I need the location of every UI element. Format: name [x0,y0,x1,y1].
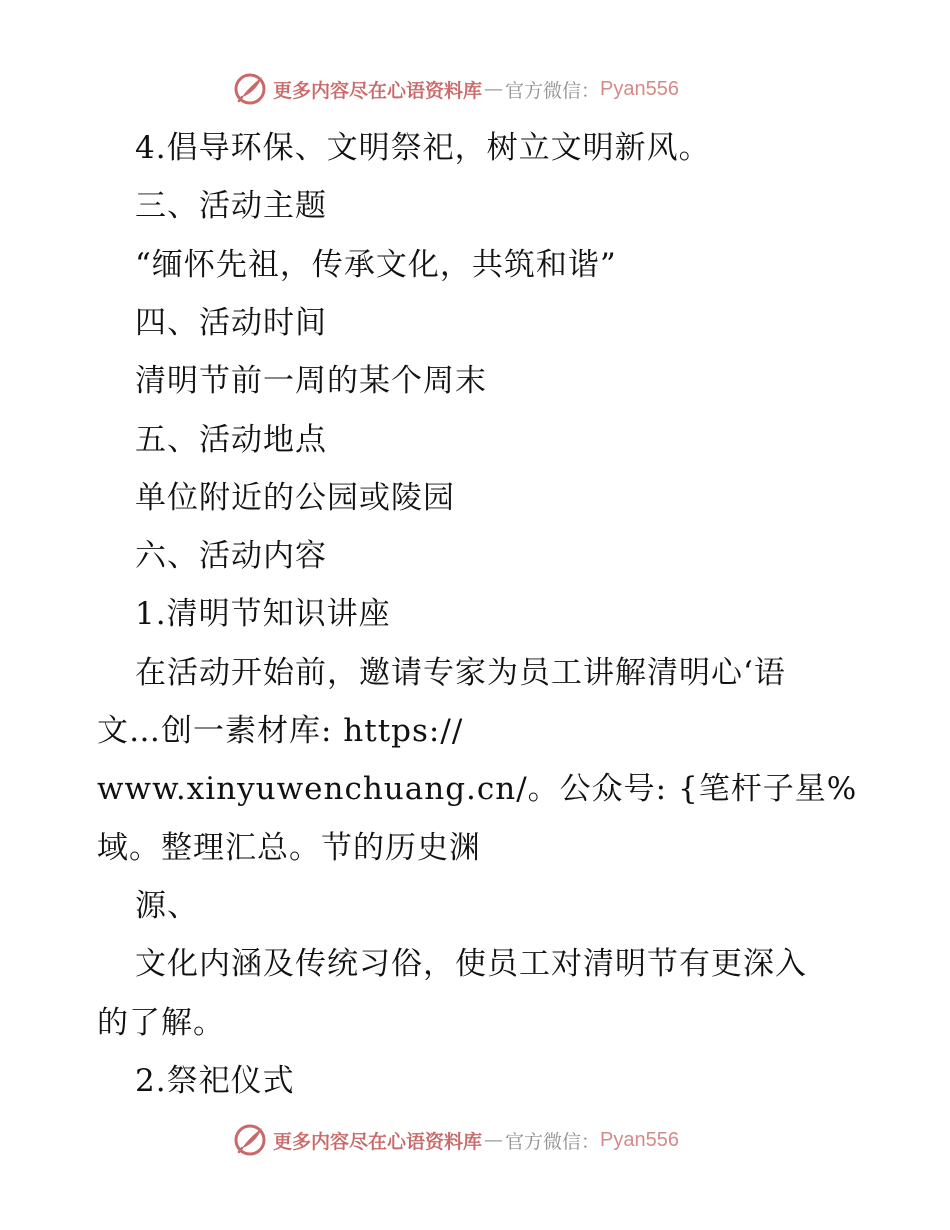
section-heading: 六、活动内容 [135,538,327,574]
subsection-heading: 1.清明节知识讲座 [135,596,391,632]
watermark-separator: — [484,78,504,100]
text-line: 域。整理汇总。节的历史渊 [97,830,481,866]
watermark-separator: — [484,1129,504,1151]
text-line: 在活动开始前，邀请专家为员工讲解清明心‘语 [135,655,786,691]
text-line: 4.倡导环保、文明祭祀，树立文明新风。 [135,130,711,166]
text-line: “缅怀先祖，传承文化，共筑和谐” [135,247,617,283]
quill-logo-icon [233,72,267,106]
text-line: 单位附近的公园或陵园 [135,480,455,516]
section-heading: 五、活动地点 [135,422,327,458]
section-heading: 三、活动主题 [135,188,327,224]
footer-watermark [233,1123,679,1157]
text-line: 文…创一素材库: https:// [97,713,464,749]
header-watermark [233,72,679,106]
watermark-label: 官方微信： [505,79,601,102]
watermark-label: 官方微信： [505,1130,601,1153]
quill-logo-icon [233,1123,267,1157]
watermark-wechat-id: Pyan556 [600,77,679,100]
section-heading: 四、活动时间 [135,305,327,341]
text-line: 清明节前一周的某个周末 [135,363,487,399]
watermark-brand: 更多内容尽在心语资料库 [273,79,483,102]
text-line: www.xinyuwenchuang.cn/。公众号: {笔杆子星% [97,771,858,807]
text-line: 文化内涵及传统习俗，使员工对清明节有更深入 [135,946,807,982]
watermark-brand: 更多内容尽在心语资料库 [273,1130,483,1153]
subsection-heading: 2.祭祀仪式 [135,1063,295,1099]
text-line: 源、 [135,888,199,924]
watermark-wechat-id: Pyan556 [600,1128,679,1151]
text-line: 的了解。 [97,1005,225,1041]
